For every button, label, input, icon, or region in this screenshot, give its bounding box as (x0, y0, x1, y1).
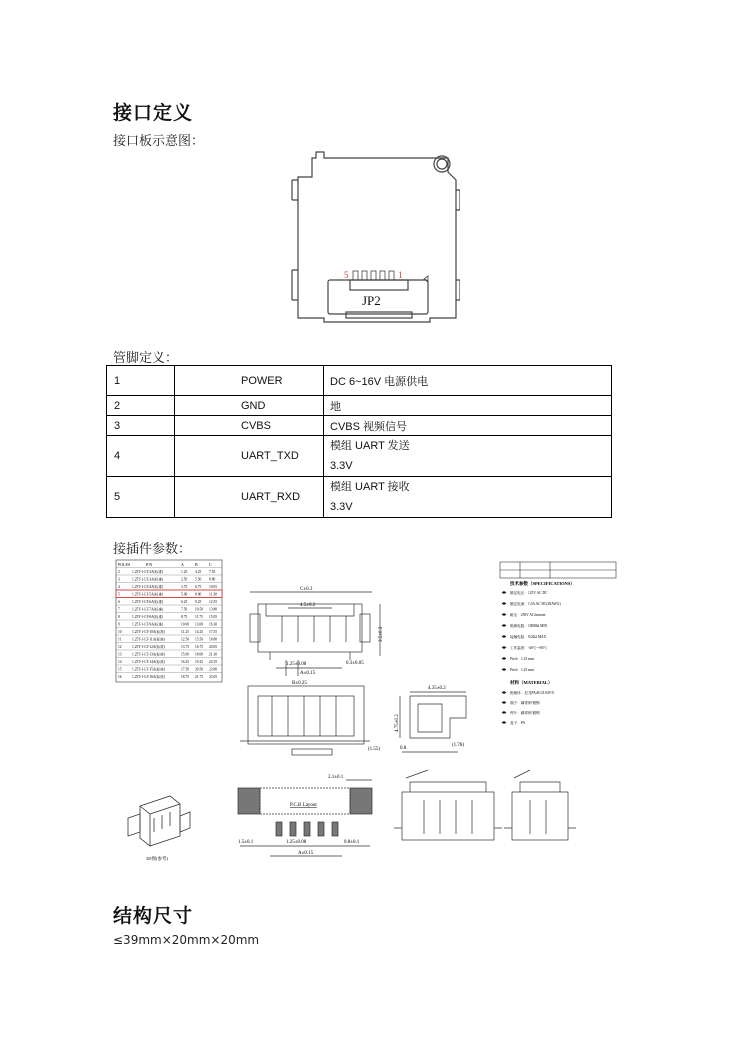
parts-table-cell: 20.05 (209, 645, 218, 649)
parts-table-header: C (209, 562, 212, 567)
bullet-icon (502, 721, 507, 724)
parts-table-cell: 11.30 (209, 592, 217, 597)
parts-table-cell: 5 (118, 592, 120, 597)
table-row (107, 396, 612, 416)
parts-table-cell: 22.55 (209, 660, 218, 664)
dim-pitch-pcb: 1.25±0.08 (286, 840, 307, 845)
parts-table-cell: 16.75 (195, 645, 204, 649)
material-item: 盖子：PA (510, 721, 526, 725)
parts-table-cell: 1.25T-1-LT-15A(标准) (132, 667, 166, 672)
parts-table-cell: 1.25T-1-LT-6A(标准) (132, 600, 164, 604)
parts-table-cell: 1.25 (181, 570, 188, 574)
bullet-icon (502, 701, 507, 704)
connector-drawing (110, 556, 622, 868)
parts-table-cell: 25.05 (209, 675, 218, 679)
parts-table-header: B (195, 562, 198, 567)
dim-155: (1.55) (368, 747, 381, 752)
spec-item: 绝缘电阻：100MΩ MIN (510, 624, 548, 628)
parts-table-cell: 17.50 (181, 667, 190, 672)
parts-table-cell: 1.25T-1-LT-2A(标准) (132, 570, 164, 574)
spec-item: 工作温度：-40℃~+85℃ (510, 646, 548, 650)
material-item: 焊片：磷青铜 镀锡 (510, 711, 540, 715)
parts-table-cell: 1.25T-1-LT-16A(标准) (132, 675, 166, 679)
parts-table-cell: 9 (118, 622, 120, 627)
parts-table-cell: 18.75 (181, 675, 190, 679)
material-header: 材料（MATERIAL） (510, 680, 553, 685)
dim-pitch: 1.25±0.08 (286, 662, 307, 667)
spec-item: 耐压：250V AC/minute (510, 613, 546, 617)
parts-table-cell: 19.25 (195, 660, 204, 664)
parts-table-cell: 1.25T-1-LT-7A(标准) (132, 607, 164, 612)
bullet-icon (502, 646, 507, 649)
dim-pad3: 0.8±0.1 (344, 840, 360, 845)
parts-table-cell: 15.50 (195, 637, 204, 642)
bullet-icon (502, 691, 507, 694)
pin-desc: CVBS 视频信号 (324, 416, 612, 436)
parts-table-header: POLES (118, 562, 131, 567)
pin-desc-line: 模组 UART 接收 (330, 481, 410, 493)
pin-number: 5 (107, 477, 175, 518)
parts-table-header: P/N (146, 562, 153, 567)
pin-desc-line: 模组 UART 发送 (330, 440, 410, 452)
pin-name: UART_RXD (175, 477, 324, 518)
bullet-icon (502, 591, 507, 594)
pin-name: POWER (175, 366, 324, 396)
table-row (107, 477, 612, 518)
spec-item: 接触电阻：0.02Ω MAX (510, 635, 547, 639)
table-row (107, 416, 612, 436)
structure-size: ≤39mm×20mm×20mm (113, 933, 260, 947)
section-title-structure: 结构尺寸 (113, 905, 194, 927)
parts-table-cell: 8.75 (181, 615, 188, 619)
bullet-icon (502, 668, 507, 671)
pin-desc: 地 (324, 396, 612, 416)
parts-table-cell: 10.00 (181, 622, 190, 627)
bullet-icon (502, 711, 507, 714)
parts-table-cell: 16 (118, 675, 122, 679)
material-item: 端子：磷青铜 镀锡 (510, 701, 540, 705)
board-pin-1-label: 1 (398, 270, 403, 280)
parts-table-cell: 1.25T-1-LT-10A(标准) (132, 630, 166, 634)
pin-number: 4 (107, 436, 175, 477)
parts-table-cell: 15.00 (181, 652, 190, 657)
parts-table-cell: 18.80 (209, 637, 218, 642)
parts-table-cell: 12 (118, 645, 122, 649)
dim-b: B±0.25 (292, 681, 307, 686)
parts-table-cell: 11.75 (195, 615, 203, 619)
parts-table-cell: 11 (118, 637, 122, 642)
parts-table-cell: 7.55 (209, 570, 216, 574)
parts-table-cell: 2 (118, 570, 120, 574)
parts-table-cell: 15 (118, 667, 122, 672)
parts-table-cell: 13.00 (195, 622, 204, 627)
pin-number: 1 (107, 366, 175, 396)
parts-table-cell: 13.80 (209, 607, 218, 612)
parts-table-cell: 4 (118, 585, 120, 589)
bullet-icon (502, 635, 507, 638)
parts-table-cell: 8.00 (195, 592, 202, 597)
dim-small: 0.3±0.05 (346, 661, 364, 666)
spec-item: Pitch：1.25 mm (510, 657, 534, 661)
parts-table-cell: 7 (118, 607, 120, 612)
dim-a-pcb: A±0.15 (298, 851, 314, 856)
pin-table (106, 365, 612, 518)
dim-c: C±0.3 (300, 587, 313, 592)
parts-table-cell: 6.25 (181, 600, 188, 604)
parts-table-cell: 2.50 (181, 577, 188, 582)
parts-table-cell: 13.75 (181, 645, 190, 649)
pin-desc-line: 3.3V (330, 501, 353, 513)
parts-table-cell: 8 (118, 615, 120, 619)
pin-number: 2 (107, 396, 175, 416)
board-connector-label: JP2 (362, 293, 381, 308)
section-title-interface: 接口定义 (113, 102, 194, 124)
parts-table-header: A (181, 562, 184, 567)
parts-table-cell: 6 (118, 600, 120, 604)
parts-table-cell: 1.25T-1-LT-11A(标准) (132, 637, 165, 642)
dim-pad2: 1.5±0.1 (238, 840, 254, 845)
parts-table-cell: 14 (118, 660, 122, 664)
connector-caption: 接插件参数： (113, 542, 192, 557)
bullet-icon (502, 613, 507, 616)
parts-table-cell: 1.25T-1-LT-8A(标准) (132, 615, 164, 619)
parts-table-cell: 13 (118, 652, 122, 657)
parts-table-cell: 21.30 (209, 652, 218, 657)
dim-a: A±0.15 (300, 671, 316, 676)
parts-table-cell: 12.55 (209, 600, 218, 604)
parts-table-cell: 21.75 (195, 675, 204, 679)
parts-table-cell: 1.25T-1-LT-12A(标准) (132, 645, 166, 649)
pin-name: UART_TXD (175, 436, 324, 477)
dim-height: 3.5±0.3 (379, 626, 384, 642)
parts-table-cell: 10.50 (195, 607, 204, 612)
pin-desc: DC 6~16V 电源供电 (324, 366, 612, 396)
parts-table-cell: 3 (118, 577, 120, 582)
pin-desc (324, 436, 612, 477)
parts-table-cell: 8.80 (209, 577, 216, 582)
parts-table-cell: 4.25 (195, 570, 202, 574)
board-pin-5-label: 5 (344, 270, 349, 280)
spec-item: Pitch：1.25 mm (510, 668, 534, 672)
dim-top-width: 4.5±0.2 (300, 603, 316, 608)
spec-item: 额定电流：1.0A AC DC(28AWG) (510, 602, 561, 606)
pin-desc-line: 3.3V (330, 460, 353, 472)
parts-table-cell: 1.25T-1-LT-13A(标准) (132, 652, 166, 657)
pin-number: 3 (107, 416, 175, 436)
parts-table-cell: 11.25 (181, 630, 189, 634)
parts-table-cell: 14.25 (195, 630, 204, 634)
parts-table-cell: 5.00 (181, 592, 188, 597)
parts-table-cell: 12.50 (181, 637, 190, 642)
parts-table-cell: 18.00 (195, 652, 204, 657)
parts-table-cell: 10.05 (209, 585, 218, 589)
parts-table-cell: 6.75 (195, 585, 202, 589)
parts-table-cell: 9.25 (195, 600, 202, 604)
parts-table-cell: 3.75 (181, 585, 188, 589)
pcb-layout-label: P.C.B Layout (290, 803, 317, 808)
pin-caption: 管脚定义： (113, 351, 179, 366)
view-3d-note: 3D图(参考) (146, 856, 168, 861)
parts-table-cell: 10 (118, 630, 122, 634)
parts-table-cell: 17.55 (209, 630, 218, 634)
spec-header: 技术参数（SPECIFICATIONS） (510, 581, 575, 586)
bullet-icon (502, 657, 507, 660)
table-row (107, 366, 612, 396)
parts-table (116, 560, 222, 682)
parts-table-cell: 7.50 (181, 607, 188, 612)
pin-desc (324, 477, 612, 518)
board-caption: 接口板示意图： (113, 134, 205, 149)
parts-table-cell: 1.25T-1-LT-5A(标准) (132, 592, 164, 597)
spec-item: 额定电压：125V AC DC (510, 591, 548, 595)
bullet-icon (502, 602, 507, 605)
parts-table-cell: 15.05 (209, 615, 218, 619)
parts-table-cell: 1.25T-1-LT-9A(标准) (132, 622, 164, 627)
dim-08: 0.8 (400, 746, 407, 751)
parts-table-cell: 16.30 (209, 622, 218, 627)
table-row (107, 436, 612, 477)
dim-side-width: 4.35±0.2 (428, 686, 446, 691)
parts-table-cell: 1.25T-1-LT-4A(标准) (132, 585, 164, 589)
parts-table-cell: 16.25 (181, 660, 190, 664)
parts-table-cell: 5.50 (195, 577, 202, 582)
parts-table-cell: 1.25T-1-LT-3A(标准) (132, 577, 164, 582)
dim-pad: 2.1±0.1 (328, 775, 344, 780)
pin-name: CVBS (175, 416, 324, 436)
parts-table-cell: 1.25T-1-LT-14A(标准) (132, 660, 166, 664)
pin-name: GND (175, 396, 324, 416)
parts-table-cell: 23.80 (209, 667, 218, 672)
bullet-icon (502, 624, 507, 627)
parts-table-cell: 20.50 (195, 667, 204, 672)
dim-178: (1.78) (452, 743, 465, 748)
material-item: 绝缘体：尼龙PA46 UL94V-0 (510, 691, 554, 695)
board-diagram (290, 150, 460, 325)
dim-side-height: 4.75±0.2 (395, 714, 400, 732)
